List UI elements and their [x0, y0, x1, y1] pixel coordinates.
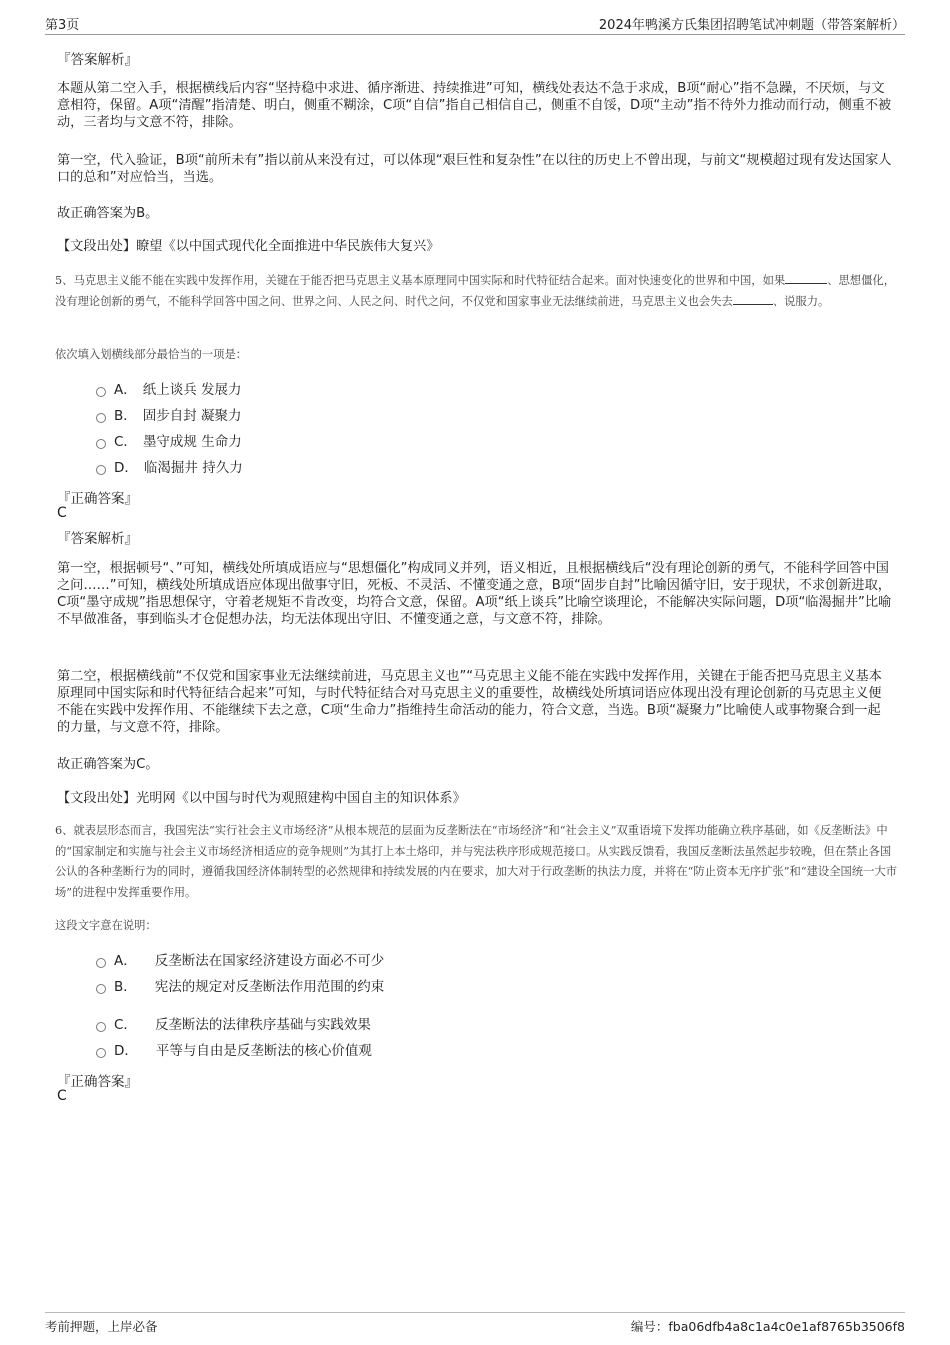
- q5-correct-label: 『正确答案』: [57, 491, 138, 507]
- document-id: 编号：fba06dfb4a8c1a4c0e1af8765b3506f8: [630, 1319, 905, 1334]
- q5-analysis-p1: 第一空，根据顿号“、”可知，横线处所填成语应与“思想僵化”构成同义并列，语义相近，且根据横线后“没有理论创新的勇气，不能科学回答中国之问……”可知，横线处所填成语应体现出做事守旧，死板、不灵活、不懂变通之意，B项“固步自封”比喻因循守旧，安于现状，不求创新进取，C项“墨守成规”指思想保守，守着老规矩不肯改变，均符合文意，保留。A项“纸上谈兵”比喻空谈理论，不能解决实际问题，D项“临渴掘井”比喻不早做准备，事到临头才仓促想办法，均无法体现出守旧、不懂变通之意，与文意不符，排除。: [57, 561, 892, 627]
- q6-stem: 6、就表层形态而言，我国宪法“实行社会主义市场经济”从根本规范的层面为反垄断法在“市场经济”和“社会主义”双重语境下发挥功能确立秩序基础，如《反垄断法》中的“国家制定和实施与社会主义市场经济相适应的竞争规则”为其打上本土烙印，并与宪法秩序形成规范接口。从实践反馈看，我国反垄断法虽然起步较晚，但在禁止各国公认的各种垄断行为的同时，遵循我国经济体制转型的必然规律和持续发展的内在要求，加大对于行政垄断的执法力度，并将在“防止资本无序扩张”和“建设全国统一大市场”的进程中发挥重要作用。: [55, 824, 898, 899]
- radio-icon[interactable]: [96, 413, 106, 423]
- q5-analysis-p2: 第二空，根据横线前“不仅党和国家事业无法继续前进，马克思主义也”“马克思主义能不能在实践中发挥作用，关键在于能否把马克思主义基本原理同中国实际和时代特征结合起来”可知，与时代特征结合对马克思主义的重要性，故横线处所填词语应体现出没有理论创新的马克思主义便不能在实践中发挥作用、不能继续下去之意，C项“生命力”指维持生命活动的能力，符合文意，当选。B项“凝聚力”比喻使人或事物聚合到一起的力量，与文意不符，排除。: [57, 669, 882, 735]
- footer-slogan: 考前押题，上岸必备: [45, 1319, 158, 1334]
- q5-analysis-label: 『答案解析』: [57, 531, 138, 547]
- radio-icon[interactable]: [96, 439, 106, 449]
- radio-icon[interactable]: [96, 1048, 106, 1058]
- q4-conclusion: 故正确答案为B。: [57, 206, 159, 221]
- q6-correct-answer: C: [57, 1088, 67, 1104]
- q6-option-d[interactable]: D． 平等与自由是反垄断法的核心价值观: [96, 1041, 372, 1061]
- page-number: 第3页: [45, 18, 80, 33]
- q6-correct-label: 『正确答案』: [57, 1074, 138, 1090]
- radio-icon[interactable]: [96, 984, 106, 994]
- q4-analysis-p2: 第一空，代入验证，B项“前所未有”指以前从来没有过，可以体现“艰巨性和复杂性”在以往的历史上不曾出现，与前文“规模超过现有发达国家人口的总和”对应恰当，当选。: [57, 153, 892, 185]
- q6-prompt: 这段文字意在说明：: [55, 919, 157, 932]
- q5-correct-answer: C: [57, 505, 67, 521]
- radio-icon[interactable]: [96, 387, 106, 397]
- q6-option-c[interactable]: C． 反垄断法的法律秩序基础与实践效果: [96, 1015, 371, 1035]
- q6-option-b[interactable]: B． 宪法的规定对反垄断法作用范围的约束: [96, 977, 384, 997]
- radio-icon[interactable]: [96, 1022, 106, 1032]
- q5-stem: 5、马克思主义能不能在实践中发挥作用，关键在于能否把马克思主义基本原理同中国实际和时代特征结合起来。面对快速变化的世界和中国，如果 、思想僵化，没有理论创新的勇气，不能科学回答中国之问、世界之问、人民之问、时代之问，不仅党和国家事业无法继续前进，马克思主义也会失去 、说服力。: [55, 270, 900, 312]
- radio-icon[interactable]: [96, 958, 106, 968]
- page-footer: [45, 1312, 905, 1337]
- q5-source: 【文段出处】光明网《以中国与时代为观照建构中国自主的知识体系》: [57, 791, 466, 806]
- document-title: 2024年鸭溪方氏集团招聘笔试冲刺题（带答案解析）: [598, 18, 905, 33]
- q4-analysis-label: 『答案解析』: [57, 52, 138, 68]
- q4-analysis-p1: 本题从第二空入手，根据横线后内容“坚持稳中求进、循序渐进、持续推进”可知，横线处表达不急于求成，B项“耐心”指不急躁，不厌烦，与文意相符，保留。A项“清醒”指清楚、明白，侧重不糊涂，C项“自信”指自己相信自己，侧重不自馁，D项“主动”指不待外力推动而行动，侧重不被动，三者均与文意不符，排除。: [57, 81, 892, 130]
- q6-option-a[interactable]: A． 反垄断法在国家经济建设方面必不可少: [96, 951, 384, 971]
- page-header: [45, 14, 905, 35]
- q5-option-a[interactable]: A． 纸上谈兵 发展力: [96, 380, 242, 400]
- q4-source: 【文段出处】瞭望《以中国式现代化全面推进中华民族伟大复兴》: [57, 239, 440, 254]
- q5-option-b[interactable]: B． 固步自封 凝聚力: [96, 406, 242, 426]
- q5-option-d[interactable]: D． 临渴掘井 持久力: [96, 458, 243, 478]
- q5-prompt: 依次填入划横线部分最恰当的一项是：: [55, 348, 248, 361]
- q5-conclusion: 故正确答案为C。: [57, 757, 159, 772]
- q5-option-c[interactable]: C． 墨守成规 生命力: [96, 432, 242, 452]
- radio-icon[interactable]: [96, 465, 106, 475]
